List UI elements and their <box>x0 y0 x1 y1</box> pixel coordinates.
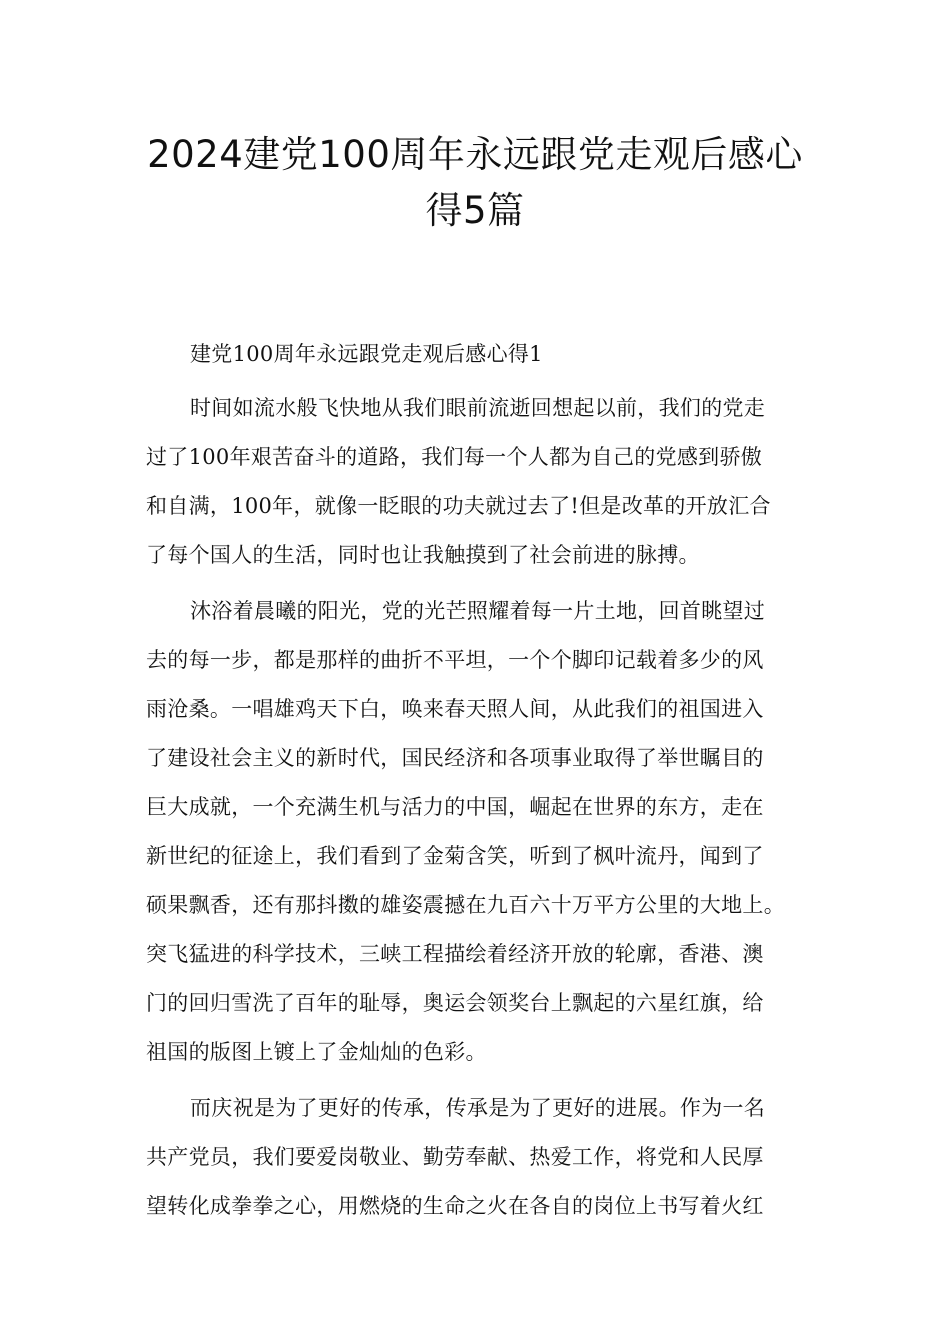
title-line-1: 2024建党100周年永远跟党走观后感心 <box>147 133 803 176</box>
paragraph-line: 门的回归雪洗了百年的耻辱，奥运会领奖台上飘起的六星红旗，给 <box>146 991 764 1015</box>
paragraph-line: 突飞猛进的科学技术，三峡工程描绘着经济开放的轮廓，香港、澳 <box>146 942 764 966</box>
paragraph-line: 和自满，100年，就像一眨眼的功夫就过去了!但是改革的开放汇合 <box>146 494 771 518</box>
title-line-2: 得5篇 <box>425 189 525 232</box>
paragraph-line: 巨大成就，一个充满生机与活力的中国，崛起在世界的东方，走在 <box>146 795 764 819</box>
paragraph-line: 硕果飘香，还有那抖擞的雄姿震撼在九百六十万平方公里的大地上。 <box>146 893 785 917</box>
section-heading: 建党100周年永远跟党走观后感心得1 <box>190 342 543 366</box>
paragraph-line: 祖国的版图上镀上了金灿灿的色彩。 <box>146 1040 487 1064</box>
paragraph-line: 了每个国人的生活，同时也让我触摸到了社会前进的脉搏。 <box>146 543 700 567</box>
paragraph-line: 时间如流水般飞快地从我们眼前流逝回想起以前，我们的党走 <box>190 396 766 420</box>
paragraph-line: 过了100年艰苦奋斗的道路，我们每一个人都为自己的党感到骄傲 <box>146 445 763 469</box>
paragraph-2 <box>146 587 811 1077</box>
paragraph-line: 雨沧桑。一唱雄鸡天下白，唤来春天照人间，从此我们的祖国进入 <box>146 697 764 721</box>
paragraph-line: 望转化成拳拳之心，用燃烧的生命之火在各自的岗位上书写着火红 <box>146 1194 764 1218</box>
paragraph-3 <box>146 1084 811 1231</box>
paragraph-line: 去的每一步，都是那样的曲折不平坦，一个个脚印记载着多少的风 <box>146 648 764 672</box>
paragraph-line: 共产党员，我们要爱岗敬业、勤劳奉献、热爱工作，将党和人民厚 <box>146 1145 764 1169</box>
document-body <box>146 330 811 1238</box>
paragraph-line: 沐浴着晨曦的阳光，党的光芒照耀着每一片土地，回首眺望过 <box>190 599 766 623</box>
document-title <box>120 127 830 239</box>
paragraph-line: 新世纪的征途上，我们看到了金菊含笑，听到了枫叶流丹，闻到了 <box>146 844 764 868</box>
paragraph-line: 而庆祝是为了更好的传承，传承是为了更好的进展。作为一名 <box>190 1096 766 1120</box>
paragraph-line: 了建设社会主义的新时代，国民经济和各项事业取得了举世瞩目的 <box>146 746 764 770</box>
paragraph-1 <box>146 384 811 580</box>
